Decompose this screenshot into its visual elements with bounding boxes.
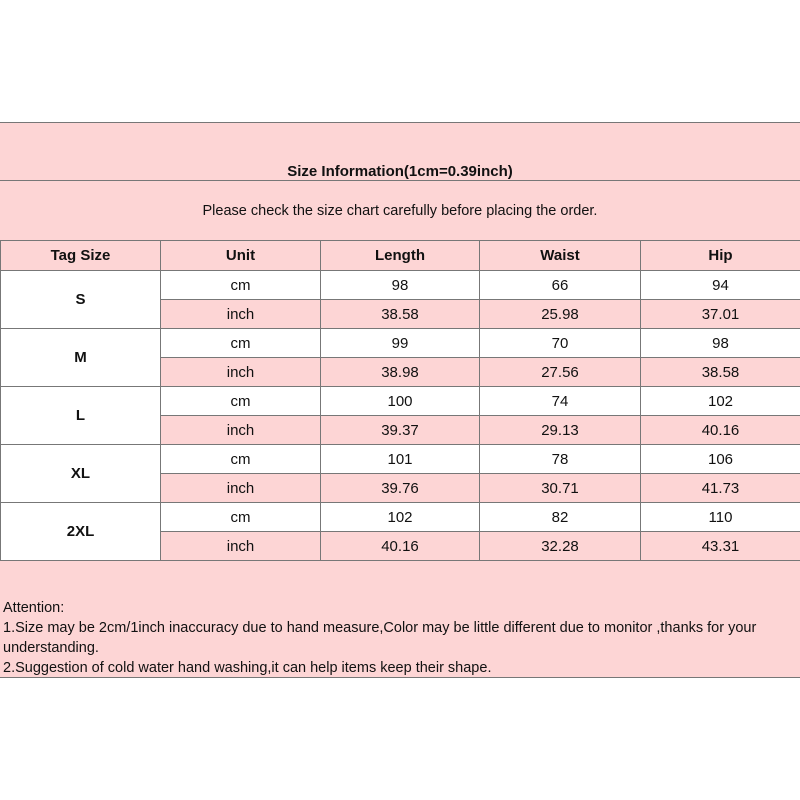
hip-cell: 43.31	[641, 532, 800, 561]
unit-cell: cm	[161, 445, 321, 474]
attention-note-1: 1.Size may be 2cm/1inch inaccuracy due to hand measure,Color may be little different due to monitor ,thanks for your understanding.	[3, 620, 757, 656]
hip-cell: 98	[641, 329, 800, 358]
header-unit: Unit	[161, 241, 321, 271]
unit-cell: inch	[161, 532, 321, 561]
unit-cell: inch	[161, 358, 321, 387]
unit-cell: inch	[161, 416, 321, 445]
length-cell: 102	[321, 503, 480, 532]
waist-cell: 82	[480, 503, 641, 532]
length-cell: 98	[321, 271, 480, 300]
header-length: Length	[321, 241, 480, 271]
header-waist: Waist	[480, 241, 641, 271]
unit-cell: cm	[161, 503, 321, 532]
length-cell: 38.98	[321, 358, 480, 387]
hip-cell: 40.16	[641, 416, 800, 445]
waist-cell: 32.28	[480, 532, 641, 561]
unit-cell: inch	[161, 300, 321, 329]
waist-cell: 70	[480, 329, 641, 358]
table-header-row	[1, 241, 800, 271]
size-table	[0, 240, 800, 561]
hip-cell: 102	[641, 387, 800, 416]
unit-cell: cm	[161, 387, 321, 416]
waist-cell: 30.71	[480, 474, 641, 503]
waist-cell: 78	[480, 445, 641, 474]
length-cell: 39.76	[321, 474, 480, 503]
attention-heading: Attention:	[3, 600, 65, 616]
tag-size-cell: 2XL	[1, 503, 161, 561]
unit-cell: cm	[161, 329, 321, 358]
tag-size-cell: L	[1, 387, 161, 445]
tag-size-cell: M	[1, 329, 161, 387]
length-cell: 39.37	[321, 416, 480, 445]
length-cell: 40.16	[321, 532, 480, 561]
attention-note-2: 2.Suggestion of cold water hand washing,it can help items keep their shape.	[3, 660, 492, 676]
waist-cell: 74	[480, 387, 641, 416]
table-row	[1, 329, 800, 358]
tag-size-cell: XL	[1, 445, 161, 503]
length-cell: 101	[321, 445, 480, 474]
length-cell: 38.58	[321, 300, 480, 329]
waist-cell: 29.13	[480, 416, 641, 445]
waist-cell: 27.56	[480, 358, 641, 387]
notice-text: Please check the size chart carefully before placing the order.	[202, 203, 598, 219]
table-row	[1, 503, 800, 532]
table-row	[1, 445, 800, 474]
waist-cell: 25.98	[480, 300, 641, 329]
header-hip: Hip	[641, 241, 800, 271]
header-tag-size: Tag Size	[1, 241, 161, 271]
tag-size-cell: S	[1, 271, 161, 329]
hip-cell: 37.01	[641, 300, 800, 329]
hip-cell: 110	[641, 503, 800, 532]
hip-cell: 94	[641, 271, 800, 300]
table-row	[1, 387, 800, 416]
hip-cell: 38.58	[641, 358, 800, 387]
length-cell: 99	[321, 329, 480, 358]
table-row	[1, 271, 800, 300]
unit-cell: inch	[161, 474, 321, 503]
size-chart	[0, 122, 800, 678]
chart-title	[0, 123, 800, 181]
notice-row	[0, 181, 800, 240]
chart-title-text: Size Information(1cm=0.39inch)	[287, 163, 513, 180]
hip-cell: 106	[641, 445, 800, 474]
length-cell: 100	[321, 387, 480, 416]
attention-notes	[3, 598, 800, 678]
waist-cell: 66	[480, 271, 641, 300]
unit-cell: cm	[161, 271, 321, 300]
hip-cell: 41.73	[641, 474, 800, 503]
